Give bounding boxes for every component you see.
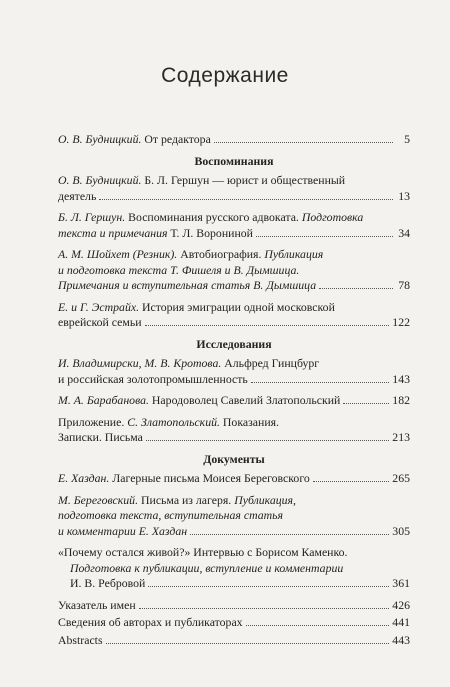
dot-leader (106, 643, 390, 644)
page-number: 5 (404, 132, 410, 146)
section-heading: Воспоминания (194, 153, 274, 168)
entry-note: Примечания и вступительная статья В. Дымшица (58, 278, 317, 292)
entry-author: И. Владимирски, М. В. Кротова. (58, 356, 222, 370)
entry-note: текста и примечания (58, 225, 168, 240)
entry-title: Альфред Гинцбург (221, 356, 320, 370)
entry-title-cont: еврейской семьи (58, 315, 142, 329)
entry-author: М. А. Барабанова. (58, 393, 149, 407)
table-of-contents (58, 132, 410, 650)
page-title: Содержание (161, 64, 289, 87)
dot-leader (251, 382, 390, 383)
entry-title: Приложение. (58, 414, 128, 429)
entry-title: Показания. (219, 414, 280, 429)
entry-author: М. Береговский. (58, 492, 139, 507)
entry-author: А. М. Шойхет (Резник). (58, 247, 178, 261)
entry-title: Указатель имен (58, 597, 136, 612)
entry-title: Письма из лагеря. (138, 492, 235, 507)
page-number: 305 (392, 523, 410, 538)
dot-leader (145, 325, 390, 326)
toc-entry (58, 132, 410, 148)
page-number: 78 (398, 278, 410, 292)
toc-entry (58, 393, 410, 409)
entry-title: Б. Л. Гершун — юрист и общественный (141, 173, 346, 187)
page-number: 426 (392, 597, 410, 612)
page-number: 441 (392, 615, 410, 629)
toc-entry (58, 545, 410, 592)
dot-leader (256, 236, 393, 237)
entry-title: Сведения об авторах и публикаторах (58, 615, 243, 629)
entry-title: История эмиграции одной московской (139, 299, 335, 314)
entry-title: От редактора (141, 132, 211, 146)
entry-title: Автобиография. (177, 247, 265, 261)
entry-author: О. В. Будницкий. (58, 173, 142, 187)
toc-entry (58, 493, 410, 540)
toc-entry (58, 210, 410, 241)
dot-leader (246, 625, 390, 626)
entry-editor: И. В. Ребровой (70, 576, 146, 590)
page-number: 122 (392, 315, 410, 329)
entry-author: С. Златопольский. (127, 414, 220, 429)
entry-title: Народоволец Савелий Златопольский (148, 393, 341, 407)
toc-entry (58, 415, 410, 446)
dot-leader (146, 440, 389, 441)
page-number: 361 (392, 576, 410, 590)
toc-entry (58, 300, 410, 331)
entry-title-cont: и российская золотопромышленность (58, 371, 248, 386)
dot-leader (214, 142, 393, 143)
toc-entry (58, 598, 410, 614)
page-number: 143 (392, 371, 410, 386)
dot-leader (190, 534, 389, 535)
page-number: 265 (392, 471, 410, 485)
entry-note: подготовка текста, вступительная статья (58, 508, 284, 522)
entry-author: Б. Л. Гершун. (58, 210, 126, 224)
dot-leader (313, 481, 390, 482)
entry-title: Abstracts (58, 632, 103, 647)
dot-leader (139, 608, 390, 609)
toc-entry (58, 247, 410, 294)
page-number: 13 (398, 188, 410, 203)
toc-entry (58, 615, 410, 631)
page-number: 34 (398, 225, 410, 240)
entry-title-cont: деятель (58, 188, 97, 203)
toc-entry (58, 471, 410, 487)
entry-author: Е. и Г. Эстрайх. (58, 299, 140, 314)
toc-entry (58, 173, 410, 204)
entry-note: Подготовка к публикации, вступление и комментарии (70, 560, 344, 575)
section-heading: Документы (203, 451, 265, 466)
entry-title: Воспоминания русского адвоката. (125, 210, 302, 224)
page-number: 182 (392, 393, 410, 407)
entry-note: и подготовка текста Т. Фишеля и В. Дымшица. (58, 262, 300, 277)
entry-note: и комментарии Е. Хаздан (58, 523, 188, 538)
toc-entry (58, 356, 410, 387)
entry-note: Публикация, (234, 492, 296, 507)
page-number: 443 (392, 632, 410, 647)
entry-author: О. В. Будницкий. (58, 132, 142, 146)
section-heading: Исследования (196, 336, 272, 351)
entry-title: Лагерные письма Моисея Береговского (109, 471, 310, 485)
dot-leader (99, 199, 393, 200)
page-number: 213 (392, 430, 410, 444)
entry-title: «Почему остался живой?» Интервью с Борисом Каменко. (58, 545, 348, 559)
entry-author: Е. Хаздан. (58, 471, 110, 485)
toc-entry (58, 633, 410, 649)
entry-note: Подготовка (301, 210, 364, 224)
entry-note: Публикация (264, 247, 324, 261)
dot-leader (319, 288, 393, 289)
dot-leader (148, 586, 389, 587)
entry-title-cont: Записки. Письма (58, 430, 143, 444)
dot-leader (343, 403, 389, 404)
entry-editor: Т. Л. Ворониной (167, 225, 253, 240)
